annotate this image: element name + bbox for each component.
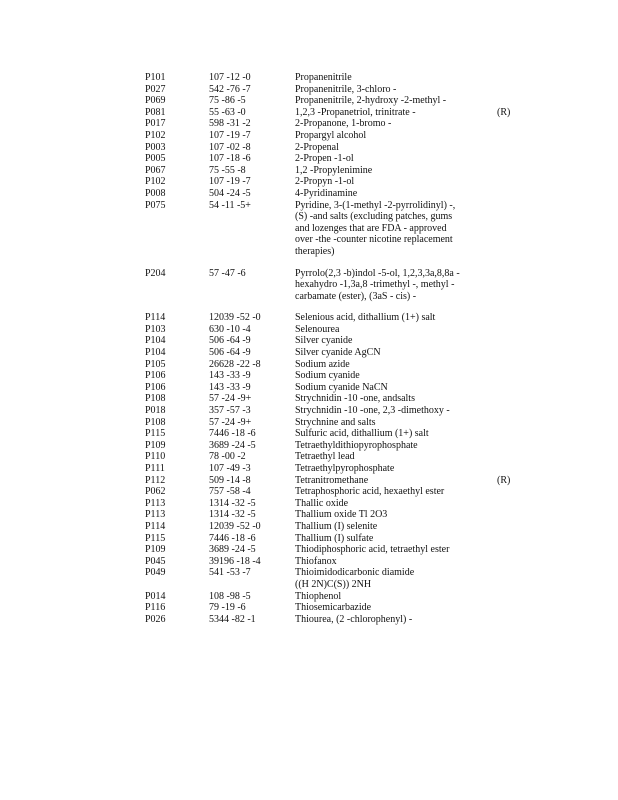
waste-code: P103: [145, 323, 166, 335]
waste-code: P045: [145, 555, 166, 567]
substance-name: [295, 544, 485, 556]
table-row: [145, 428, 525, 440]
substance-name-line: Thallium oxide Tl 2O3: [295, 509, 388, 521]
table-row: [145, 142, 525, 154]
substance-name-line: Silver cyanide: [295, 335, 353, 347]
substance-name: [295, 614, 485, 626]
substance-name-line: Sodium azide: [295, 358, 350, 370]
table-row: [145, 95, 525, 107]
cas-number: 54 -11 -5+: [209, 199, 251, 211]
table-row: [145, 509, 525, 521]
table-row: [145, 417, 525, 429]
substance-name-line: Propanenitrile, 2-hydroxy -2-methyl -: [295, 95, 447, 107]
substance-name: [295, 130, 485, 142]
table-row: [145, 556, 525, 568]
cas-number: 75 -55 -8: [209, 164, 246, 176]
substance-name-line: carbamate (ester), (3aS - cis) -: [295, 290, 417, 302]
table-row: [145, 533, 525, 545]
reactivity-flag: (R): [497, 474, 511, 486]
table-row: [145, 153, 525, 165]
waste-code: P005: [145, 153, 166, 165]
substance-name: [295, 268, 485, 303]
cas-number: 57 -24 -9+: [209, 416, 252, 428]
substance-name: [295, 176, 485, 188]
substance-name: [295, 533, 485, 545]
table-row: [145, 324, 525, 336]
cas-number: 1314 -32 -5: [209, 509, 256, 521]
substance-name-line: therapies): [295, 245, 335, 257]
waste-code: P049: [145, 567, 166, 579]
substance-name-line: Tetraphosphoric acid, hexaethyl ester: [295, 486, 445, 498]
substance-name-line: Pyrrolo(2,3 -b)indol -5-ol, 1,2,3,3a,8,8a -: [295, 267, 460, 279]
substance-name: [295, 405, 485, 417]
substance-name: [295, 509, 485, 521]
substance-name-line: Thiosemicarbazide: [295, 602, 372, 614]
waste-code: P017: [145, 118, 166, 130]
waste-code: P116: [145, 602, 166, 614]
table-row: [145, 188, 525, 200]
cas-number: 357 -57 -3: [209, 405, 251, 417]
substance-name: [295, 451, 485, 463]
substance-name-line: Thallium (I) selenite: [295, 520, 378, 532]
cas-number: 3689 -24 -5: [209, 439, 256, 451]
cas-number: 3689 -24 -5: [209, 544, 256, 556]
cas-number: 39196 -18 -4: [209, 555, 261, 567]
cas-number: 542 -76 -7: [209, 83, 251, 95]
waste-code: P075: [145, 199, 166, 211]
substance-name-line: Thallium (I) sulfate: [295, 532, 374, 544]
substance-name: [295, 417, 485, 429]
substance-name: [295, 95, 485, 107]
substance-name-line: 2-Propanone, 1-bromo -: [295, 118, 392, 130]
cas-number: 107 -02 -8: [209, 141, 251, 153]
substance-name: [295, 463, 485, 475]
reactivity-flag: (R): [497, 106, 511, 118]
cas-number: 7446 -18 -6: [209, 428, 256, 440]
waste-code: P108: [145, 393, 166, 405]
table-row: [145, 118, 525, 130]
waste-code: P110: [145, 451, 166, 463]
substance-name-line: Sulfuric acid, dithallium (1+) salt: [295, 428, 429, 440]
substance-name-line: Pyridine, 3-(1-methyl -2-pyrrolidinyl) -,: [295, 199, 456, 211]
table-row: [145, 405, 525, 417]
waste-code: P106: [145, 370, 166, 382]
cas-number: 55 -63 -0: [209, 106, 246, 118]
cas-number: 506 -64 -9: [209, 347, 251, 359]
waste-code: P113: [145, 509, 166, 521]
table-row: [145, 200, 525, 258]
substance-name-line: ((H 2N)C(S)) 2NH: [295, 578, 372, 590]
substance-name: [295, 324, 485, 336]
substance-name-line: Tetraethyl lead: [295, 451, 355, 463]
waste-code: P111: [145, 463, 165, 474]
table-row: [145, 130, 525, 142]
waste-code: P101: [145, 72, 166, 83]
waste-code: P104: [145, 335, 166, 347]
substance-name-line: Propargyl alcohol: [295, 129, 367, 141]
waste-code: P109: [145, 439, 166, 451]
waste-code: P114: [145, 312, 166, 324]
substance-name-line: Propanenitrile, 3-chloro -: [295, 83, 397, 95]
cas-number: 78 -00 -2: [209, 451, 246, 463]
waste-code: P069: [145, 95, 166, 107]
cas-number: 5344 -82 -1: [209, 613, 256, 625]
waste-code: P115: [145, 532, 166, 544]
substance-name-line: Thiodiphosphoric acid, tetraethyl ester: [295, 544, 450, 556]
cas-number: 143 -33 -9: [209, 381, 251, 393]
waste-code: P113: [145, 497, 166, 509]
cas-number: 12039 -52 -0: [209, 312, 261, 324]
waste-code: P014: [145, 590, 166, 602]
substance-name-line: Sodium cyanide NaCN: [295, 381, 388, 393]
table-row: [145, 359, 525, 371]
substance-name-line: Strychnidin -10 -one, 2,3 -dimethoxy -: [295, 405, 450, 417]
table-row: [145, 176, 525, 188]
table-row: [145, 370, 525, 382]
substance-name-line: 1,2,3 -Propanetriol, trinitrate -: [295, 106, 416, 118]
substance-name: [295, 556, 485, 568]
substance-name: [295, 428, 485, 440]
waste-code: P026: [145, 613, 166, 625]
substance-name-line: Thiourea, (2 -chlorophenyl) -: [295, 613, 413, 625]
substance-name-line: hexahydro -1,3a,8 -trimethyl -, methyl -: [295, 279, 455, 291]
cas-number: 12039 -52 -0: [209, 520, 261, 532]
waste-code: P062: [145, 486, 166, 498]
table-row: [145, 393, 525, 405]
substance-name: [295, 521, 485, 533]
substance-name: [295, 312, 485, 324]
substance-name: [295, 107, 485, 119]
waste-code: P027: [145, 83, 166, 95]
substance-name: [295, 153, 485, 165]
substance-name-line: over -the -counter nicotine replacement: [295, 234, 453, 246]
substance-name-line: Thiophenol: [295, 590, 342, 602]
table-row: [145, 544, 525, 556]
table-row: [145, 486, 525, 498]
substance-name-line: Selenourea: [295, 323, 340, 335]
substance-name-line: Strychnidin -10 -one, andsalts: [295, 393, 415, 405]
substance-name: [295, 84, 485, 96]
table-row: [145, 440, 525, 452]
cas-number: 757 -58 -4: [209, 486, 251, 498]
substance-name: [295, 602, 485, 614]
cas-number: 108 -98 -5: [209, 590, 251, 602]
substance-name-line: 2-Propenal: [295, 141, 339, 153]
table-row: [145, 268, 525, 303]
substance-name: [295, 393, 485, 405]
waste-code: P114: [145, 520, 166, 532]
substance-name: [295, 188, 485, 200]
table-row: [145, 567, 525, 590]
cas-number: 7446 -18 -6: [209, 532, 256, 544]
substance-name-line: Selenious acid, dithallium (1+) salt: [295, 312, 436, 324]
table-row: [145, 347, 525, 359]
cas-number: 107 -18 -6: [209, 153, 251, 165]
cas-number: 57 -24 -9+: [209, 393, 252, 405]
cas-number: 598 -31 -2: [209, 118, 251, 130]
cas-number: 26628 -22 -8: [209, 358, 261, 370]
substance-name: [295, 359, 485, 371]
table-row: [145, 521, 525, 533]
substance-name-line: Thiofanox: [295, 555, 337, 567]
table-row: [145, 84, 525, 96]
substance-name: [295, 335, 485, 347]
waste-code: P081: [145, 106, 166, 118]
cas-number: 143 -33 -9: [209, 370, 251, 382]
cas-number: 541 -53 -7: [209, 567, 251, 579]
substance-name-line: Sodium cyanide: [295, 370, 360, 382]
table-row: [145, 475, 525, 487]
substance-name-line: Tetraethylpyrophosphate: [295, 463, 395, 474]
substance-name-line: Propanenitrile: [295, 72, 352, 83]
cas-number: 79 -19 -6: [209, 602, 246, 614]
substance-name: [295, 475, 485, 487]
substance-name-line: Silver cyanide AgCN: [295, 347, 381, 359]
substance-name: [295, 370, 485, 382]
substance-name-line: and lozenges that are FDA - approved: [295, 222, 447, 234]
cas-number: 630 -10 -4: [209, 323, 251, 335]
waste-code: P108: [145, 416, 166, 428]
substance-name: [295, 498, 485, 510]
substance-name-line: Thallic oxide: [295, 497, 349, 509]
table-row: [145, 107, 525, 119]
substance-name: [295, 142, 485, 154]
waste-code: P109: [145, 544, 166, 556]
cas-number: 509 -14 -8: [209, 474, 251, 486]
substance-name: [295, 440, 485, 452]
waste-code: P003: [145, 141, 166, 153]
substance-name: [295, 347, 485, 359]
waste-code: P104: [145, 347, 166, 359]
substance-name-line: 2-Propyn -1-ol: [295, 176, 355, 188]
waste-code: P204: [145, 267, 166, 279]
table-row: [145, 463, 525, 475]
cas-number: 107 -19 -7: [209, 129, 251, 141]
table-row: [145, 602, 525, 614]
cas-number: 107 -49 -3: [209, 463, 251, 474]
waste-code: P106: [145, 381, 166, 393]
cas-number: 75 -86 -5: [209, 95, 246, 107]
cas-number: 107 -19 -7: [209, 176, 251, 188]
substance-name: [295, 567, 485, 590]
substance-name: [295, 72, 485, 84]
table-row: [145, 382, 525, 394]
table-row: [145, 165, 525, 177]
cas-number: 506 -64 -9: [209, 335, 251, 347]
waste-code: P112: [145, 474, 166, 486]
substance-name: [295, 486, 485, 498]
waste-code: P105: [145, 358, 166, 370]
substance-name-line: 4-Pyridinamine: [295, 187, 358, 199]
waste-code: P008: [145, 187, 166, 199]
table-row: [145, 451, 525, 463]
cas-number: 1314 -32 -5: [209, 497, 256, 509]
substance-name-line: Tetraethyldithiopyrophosphate: [295, 439, 418, 451]
substance-name-line: 1,2 -Propylenimine: [295, 164, 373, 176]
substance-name-line: Tetranitromethane: [295, 474, 369, 486]
substance-name-line: Strychnine and salts: [295, 416, 376, 428]
cas-number: 107 -12 -0: [209, 72, 251, 83]
substance-name: [295, 591, 485, 603]
substance-name-line: Thioimidodicarbonic diamide: [295, 567, 415, 579]
waste-code: P067: [145, 164, 166, 176]
substance-name: [295, 118, 485, 130]
substance-name-line: (S) -and salts (excluding patches, gums: [295, 211, 453, 223]
substance-name: [295, 382, 485, 394]
table-row: [145, 591, 525, 603]
hazardous-waste-table: [145, 72, 525, 625]
substance-name-line: 2-Propen -1-ol: [295, 153, 354, 165]
table-row: [145, 72, 525, 84]
waste-code: P102: [145, 129, 166, 141]
table-row: [145, 335, 525, 347]
waste-code: P102: [145, 176, 166, 188]
table-row: [145, 312, 525, 324]
waste-code: P115: [145, 428, 166, 440]
waste-code: P018: [145, 405, 166, 417]
substance-name: [295, 200, 485, 258]
substance-name: [295, 165, 485, 177]
table-row: [145, 614, 525, 626]
cas-number: 57 -47 -6: [209, 267, 246, 279]
table-row: [145, 498, 525, 510]
cas-number: 504 -24 -5: [209, 187, 251, 199]
